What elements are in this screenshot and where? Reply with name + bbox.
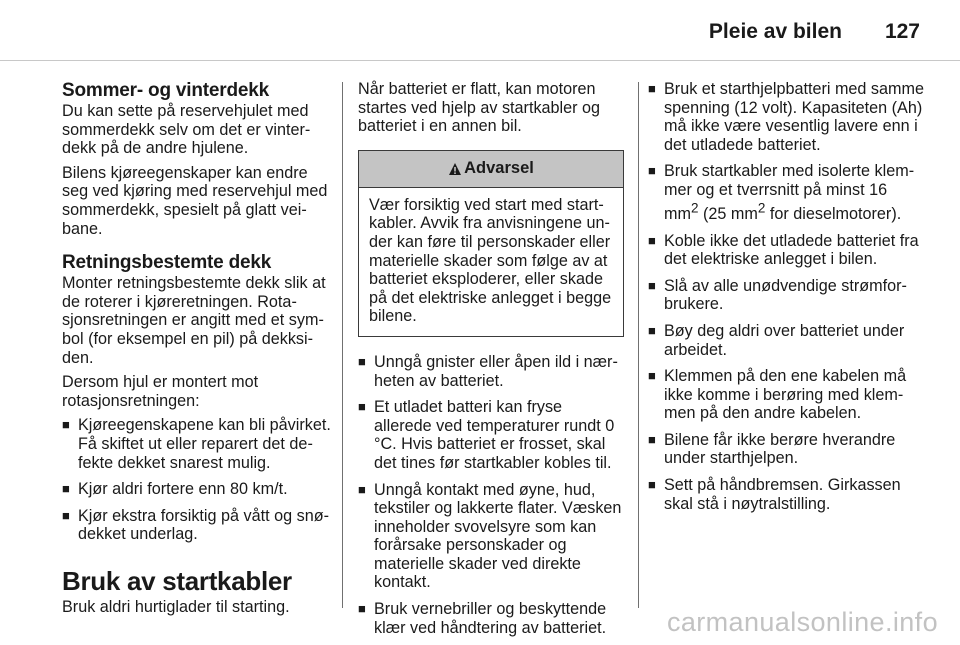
bullet-icon: ■ xyxy=(648,163,656,179)
list-item-text: Kjør ekstra forsiktig på vått og snødekket underlag. xyxy=(78,506,329,544)
bullet-icon: ■ xyxy=(358,353,366,369)
list-item-text: Sett på håndbremsen. Girkassen skal stå i nøytralstilling. xyxy=(664,476,901,513)
superscript: 2 xyxy=(757,200,766,216)
heading-directional-tyres: Retningsbestemte dekk xyxy=(62,252,272,274)
heading-summer-winter-tyres: Sommer- og vinterdekk xyxy=(62,80,269,101)
text-fragment: for dieselmotorer). xyxy=(765,204,902,223)
column-divider-2 xyxy=(638,82,639,608)
paragraph: Du kan sette på reservehjulet med sommerdekk selv om det er vinterdekk på de andre hjulene. xyxy=(62,102,311,158)
bullet-icon: ■ xyxy=(358,399,366,415)
paragraph: Bruk aldri hurtiglader til starting. xyxy=(62,597,290,616)
paragraph: Monter retningsbestemte dekk slik at de roterer i kjøreretningen. Rotasjonsretningen er angitt med et symbol (for eksempel en pil) på dekksiden. xyxy=(62,274,326,367)
bullet-icon: ■ xyxy=(62,507,70,523)
list-item-text: Koble ikke det utladede batteriet fra det elektriske anlegget i bilen. xyxy=(664,231,919,269)
list-item xyxy=(358,481,624,593)
bullet-list xyxy=(358,353,624,637)
list-item xyxy=(648,367,924,423)
list-item-text: Slå av alle unødvendige strømforbrukere. xyxy=(664,276,907,314)
bullet-list xyxy=(62,416,332,544)
list-item xyxy=(62,480,332,499)
list-item xyxy=(358,600,624,637)
bullet-icon: ■ xyxy=(648,477,656,493)
list-item-text: Kjør aldri fortere enn 80 km/t. xyxy=(78,480,288,499)
column-2 xyxy=(358,80,624,645)
bullet-icon: ■ xyxy=(358,481,366,497)
list-item xyxy=(358,353,624,390)
list-item-text: Bruk vernebriller og beskyttende klær ved håndtering av batteriet. xyxy=(374,600,607,637)
bullet-icon: ■ xyxy=(358,601,366,617)
bullet-list xyxy=(648,80,924,513)
list-item xyxy=(648,80,924,154)
list-item-text: Et utladet batteri kan fryse allerede ved temperaturer rundt 0 °C. Hvis batteriet er frosset, skal det tines før startkabler kobles til. xyxy=(374,398,615,472)
list-item-text: Klemmen på den ene kabelen må ikke komme i berøring med klemmen på den andre kabelen. xyxy=(664,367,907,423)
warning-text: Vær forsiktig ved start med startkabler. Avvik fra anvisningene under kan føre til personskader eller materielle skader som følge av at batteriet eksploderer, eller skade på det elektriske anlegget i begge bilene. xyxy=(369,195,612,326)
bullet-icon: ■ xyxy=(648,322,656,338)
superscript: 2 xyxy=(690,200,699,216)
paragraph: Dersom hjul er montert mot rotasjonsretningen: xyxy=(62,373,259,410)
watermark: carmanualsonline.info xyxy=(666,607,938,637)
column-1 xyxy=(62,80,332,622)
list-item xyxy=(648,476,924,513)
list-item-text: Bøy deg aldri over batteriet under arbeidet. xyxy=(664,321,905,359)
bullet-icon: ■ xyxy=(648,368,656,384)
warning-triangle-icon xyxy=(448,162,462,176)
column-divider-1 xyxy=(342,82,343,608)
list-item xyxy=(648,277,924,314)
list-item xyxy=(62,507,332,544)
list-item-text: Unngå kontakt med øyne, hud, tekstiler og lakkerte flater. Væsken inneholder svovelsyre som kan forårsake personskader og materielle skader ved direkte kontakt. xyxy=(374,480,622,592)
column-3 xyxy=(648,80,924,521)
list-item xyxy=(648,431,924,468)
bullet-icon: ■ xyxy=(648,277,656,293)
list-item-text: Bilene får ikke berøre hverandre under starthjelpen. xyxy=(664,430,896,468)
page-number: 127 xyxy=(884,20,920,43)
list-item-text xyxy=(664,162,914,223)
page-section-title: Pleie av bilen xyxy=(708,20,842,43)
list-item xyxy=(358,398,624,472)
text-fragment: Bruk startkabler med isolerte klemmer og et tverrsnitt på minst 16 mm xyxy=(664,162,915,223)
list-item xyxy=(648,162,924,223)
list-item xyxy=(648,322,924,359)
list-item xyxy=(648,232,924,269)
list-item-text: Bruk et starthjelpbatteri med samme spenning (12 volt). Kapasiteten (Ah) må ikke være vesentlig lavere enn i det utladede batteriet. xyxy=(664,80,925,154)
warning-header xyxy=(359,151,623,188)
paragraph: Bilens kjøreegenskaper kan endre seg ved kjøring med reservehjul med sommerdekk, spesielt på glatt veibane. xyxy=(62,163,328,238)
list-item-text: Unngå gnister eller åpen ild i nærheten av batteriet. xyxy=(374,352,618,390)
header-divider xyxy=(0,60,960,61)
bullet-icon: ■ xyxy=(62,481,70,497)
list-item-text: Kjøreegenskapene kan bli påvirket. Få skiftet ut eller reparert det defekte dekket snarest mulig. xyxy=(78,416,331,472)
paragraph: Når batteriet er flatt, kan motoren startes ved hjelp av startkabler og batteriet i en annen bil. xyxy=(358,80,601,136)
bullet-icon: ■ xyxy=(62,417,70,433)
page-header xyxy=(0,0,960,58)
list-item xyxy=(62,416,332,472)
warning-title: Advarsel xyxy=(464,159,534,178)
heading-jump-start: Bruk av startkabler xyxy=(62,565,292,596)
bullet-icon: ■ xyxy=(648,232,656,248)
text-fragment: (25 mm xyxy=(698,204,758,223)
bullet-icon: ■ xyxy=(648,431,656,447)
warning-box xyxy=(358,150,624,337)
bullet-icon: ■ xyxy=(648,81,656,96)
